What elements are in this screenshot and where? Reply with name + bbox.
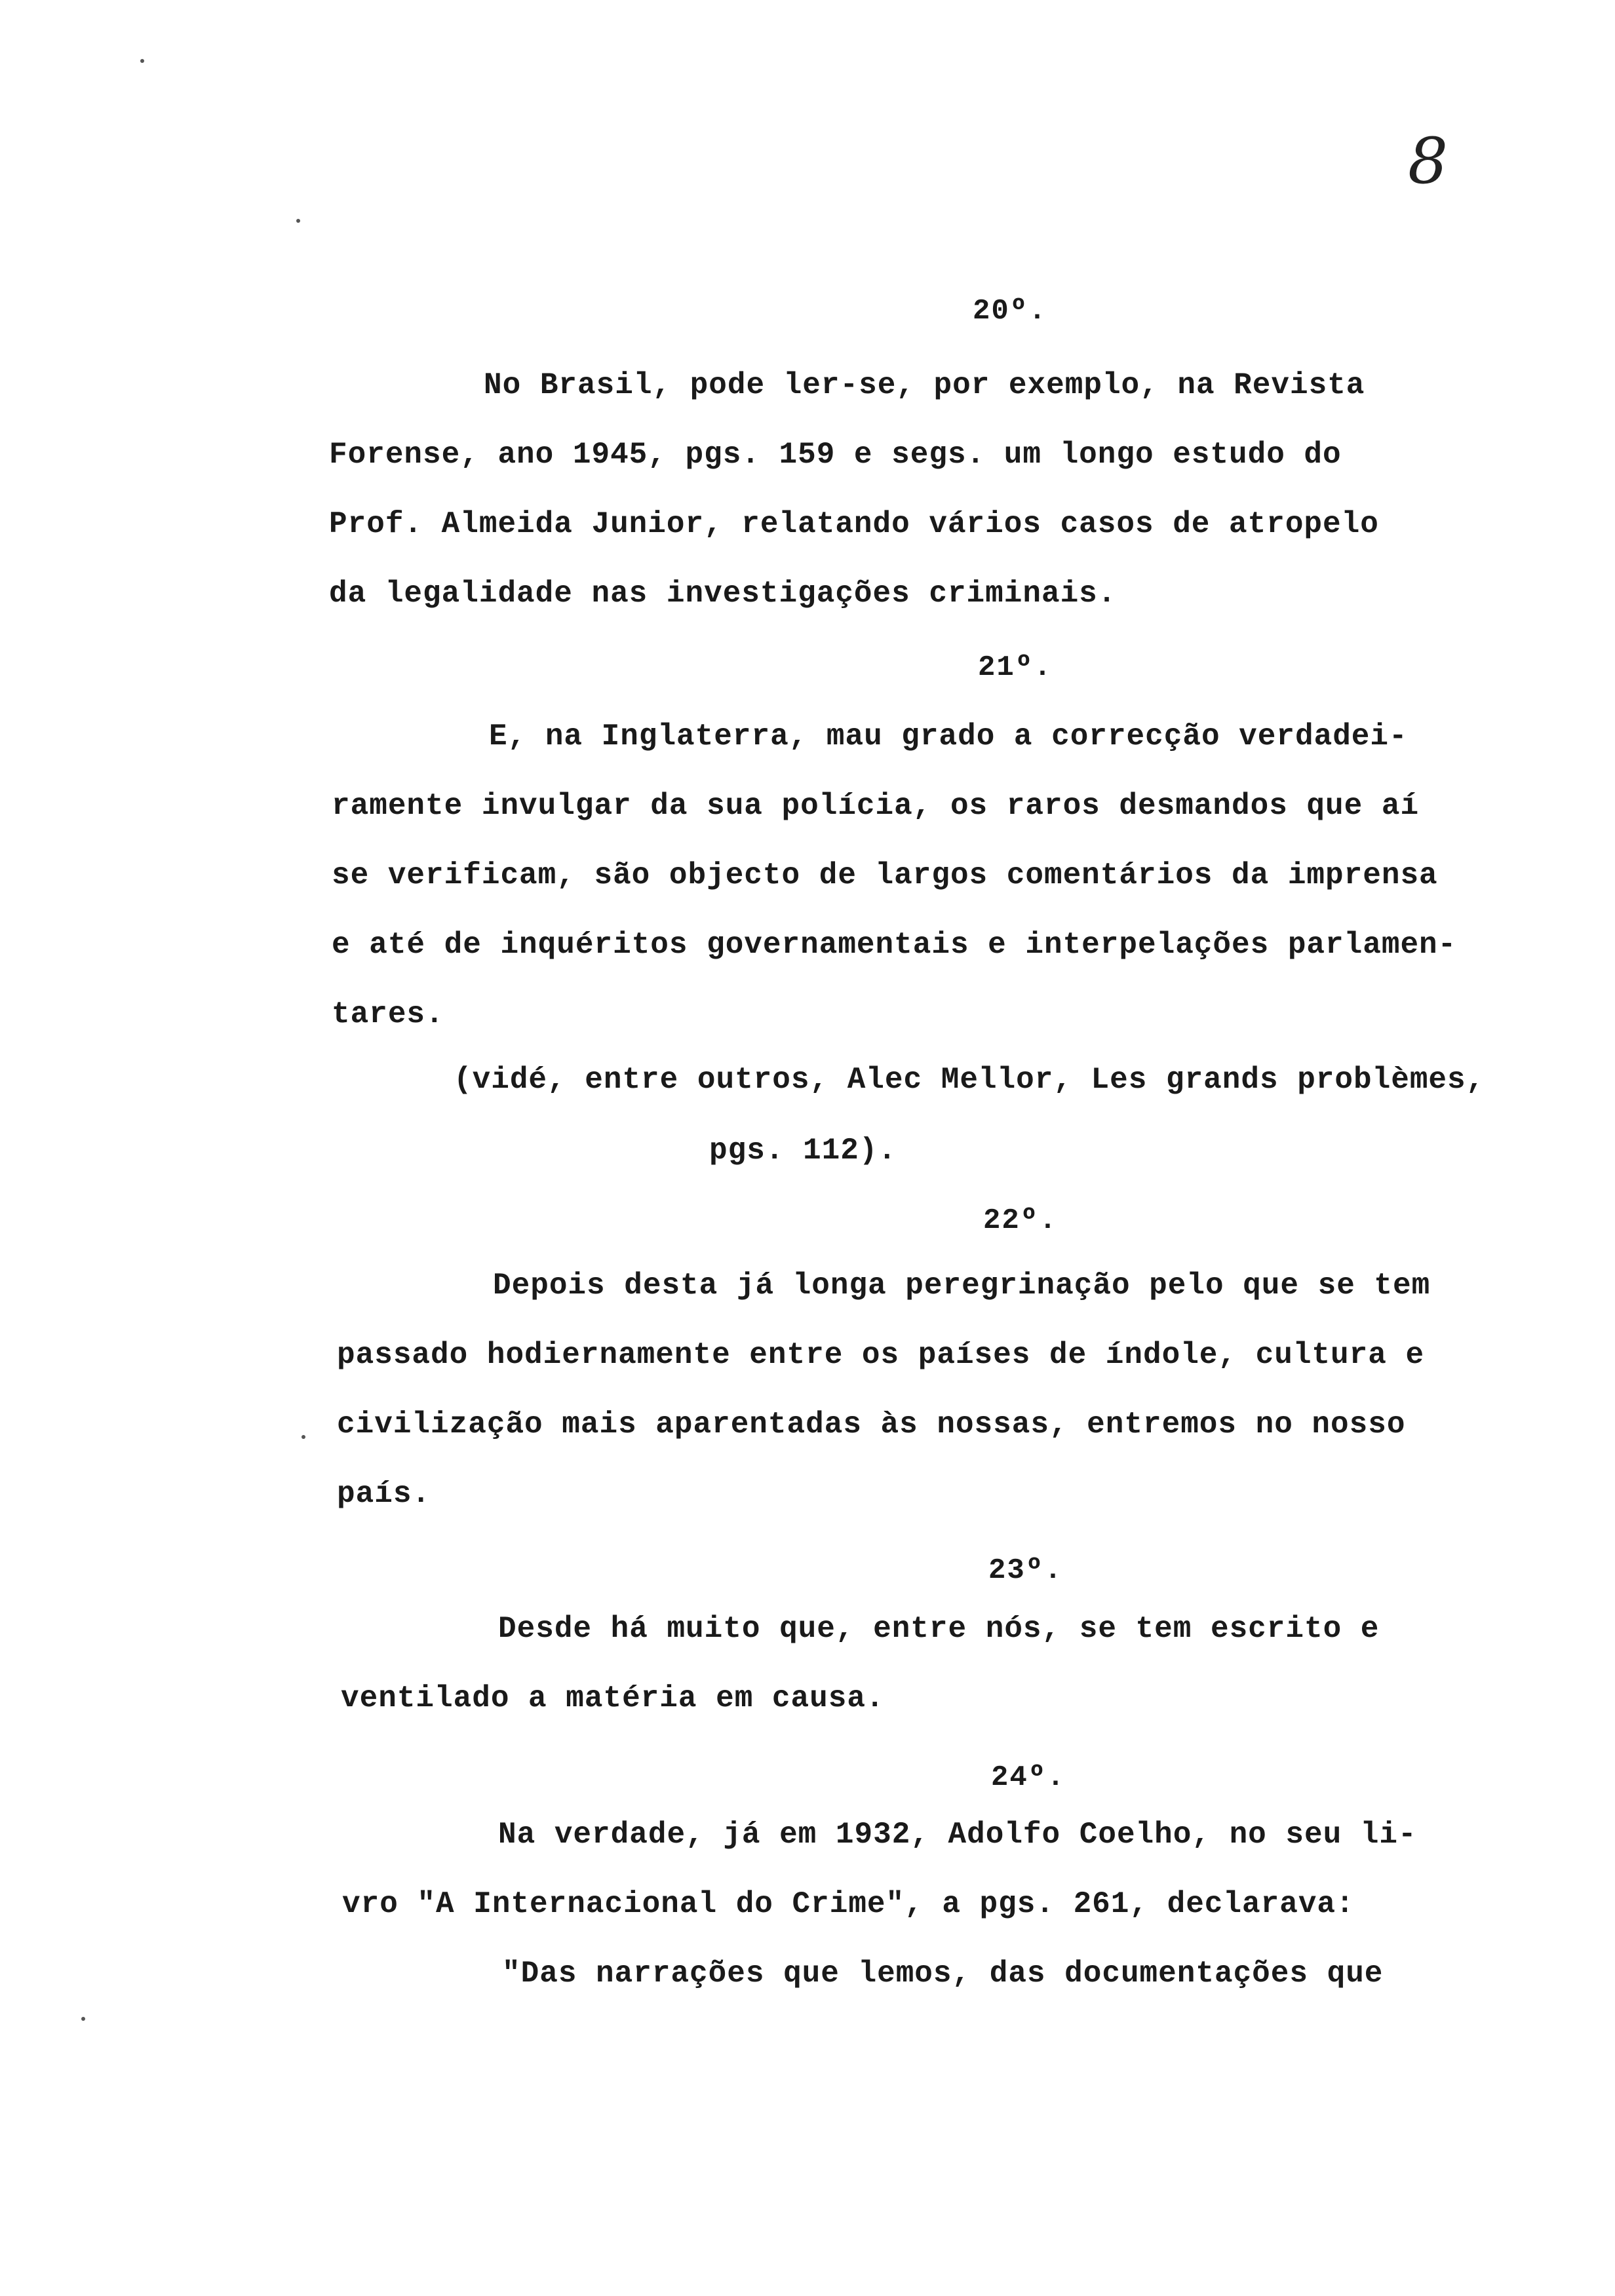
text-line: Na verdade, já em 1932, Adolfo Coelho, no seu li-: [498, 1818, 1417, 1852]
text-line: No Brasil, pode ler-se, por exemplo, na Revista: [484, 368, 1365, 402]
text-line: ramente invulgar da sua polícia, os raros desmandos que aí: [332, 789, 1420, 823]
section-number-24: 24º.: [991, 1761, 1066, 1794]
text-line: país.: [337, 1477, 431, 1511]
citation-line: (vidé, entre outros, Alec Mellor, Les grands problèmes,: [454, 1063, 1485, 1097]
section-number-23: 23º.: [988, 1554, 1063, 1587]
section-number-22: 22º.: [983, 1204, 1058, 1237]
text-line: da legalidade nas investigações criminais.: [329, 577, 1117, 611]
text-line: vro "A Internacional do Crime", a pgs. 261, declarava:: [342, 1887, 1355, 1921]
text-line: se verificam, são objecto de largos comentários da imprensa: [332, 858, 1438, 892]
text-line: Forense, ano 1945, pgs. 159 e segs. um longo estudo do: [329, 438, 1342, 472]
text-line: e até de inquéritos governamentais e interpelações parlamen-: [332, 928, 1457, 962]
text-line: Prof. Almeida Junior, relatando vários casos de atropelo: [329, 507, 1379, 541]
text-line: Desde há muito que, entre nós, se tem escrito e: [498, 1612, 1380, 1646]
text-line: ventilado a matéria em causa.: [341, 1681, 885, 1715]
text-line: "Das narrações que lemos, das documentações que: [502, 1957, 1384, 1991]
section-number-20: 20º.: [973, 295, 1047, 328]
scan-speck: [296, 219, 300, 223]
scan-speck: [81, 2017, 85, 2021]
text-line: Depois desta já longa peregrinação pelo que se tem: [493, 1269, 1431, 1303]
scan-speck: [140, 59, 144, 63]
text-line: passado hodiernamente entre os países de índole, cultura e: [337, 1338, 1425, 1372]
text-line: civilização mais aparentadas às nossas, entremos no nosso: [337, 1407, 1406, 1442]
page-number: 8: [1408, 124, 1449, 198]
text-line: E, na Inglaterra, mau grado a correcção verdadei-: [489, 719, 1408, 754]
scan-speck: [302, 1435, 305, 1439]
section-number-21: 21º.: [978, 651, 1053, 684]
text-line: tares.: [332, 997, 444, 1031]
citation-line: pgs. 112).: [709, 1134, 897, 1168]
